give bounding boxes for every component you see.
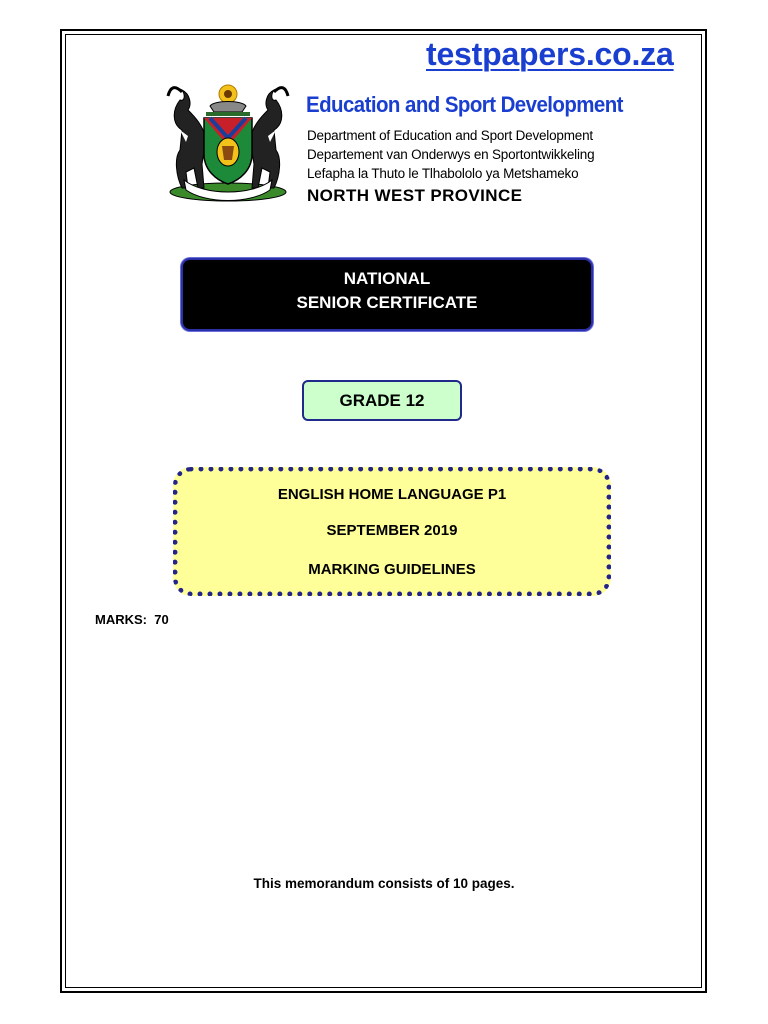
- watermark-site-link[interactable]: testpapers.co.za: [426, 36, 674, 72]
- department-name-english: Department of Education and Sport Development: [307, 128, 593, 143]
- department-title: Education and Sport Development: [306, 92, 623, 117]
- department-name-setswana: Lefapha la Thuto le Tlhabololo ya Metshameko: [307, 166, 579, 181]
- department-name-afrikaans: Departement van Onderwys en Sportontwikkeling: [307, 147, 595, 162]
- total-marks: MARKS: 70: [95, 612, 169, 627]
- coat-of-arms-icon: [158, 80, 298, 210]
- exam-document-type: MARKING GUIDELINES: [308, 561, 476, 578]
- certificate-line-2: SENIOR CERTIFICATE: [296, 293, 478, 312]
- page-count-note: This memorandum consists of 10 pages.: [253, 876, 515, 891]
- exam-details-box: [173, 467, 611, 596]
- certificate-line-1: NATIONAL: [343, 269, 431, 288]
- exam-subject: ENGLISH HOME LANGUAGE P1: [277, 486, 507, 503]
- certificate-banner: [181, 258, 593, 331]
- exam-session: SEPTEMBER 2019: [326, 522, 458, 539]
- province-name: NORTH WEST PROVINCE: [307, 186, 523, 205]
- grade-badge: GRADE 12: [302, 380, 462, 421]
